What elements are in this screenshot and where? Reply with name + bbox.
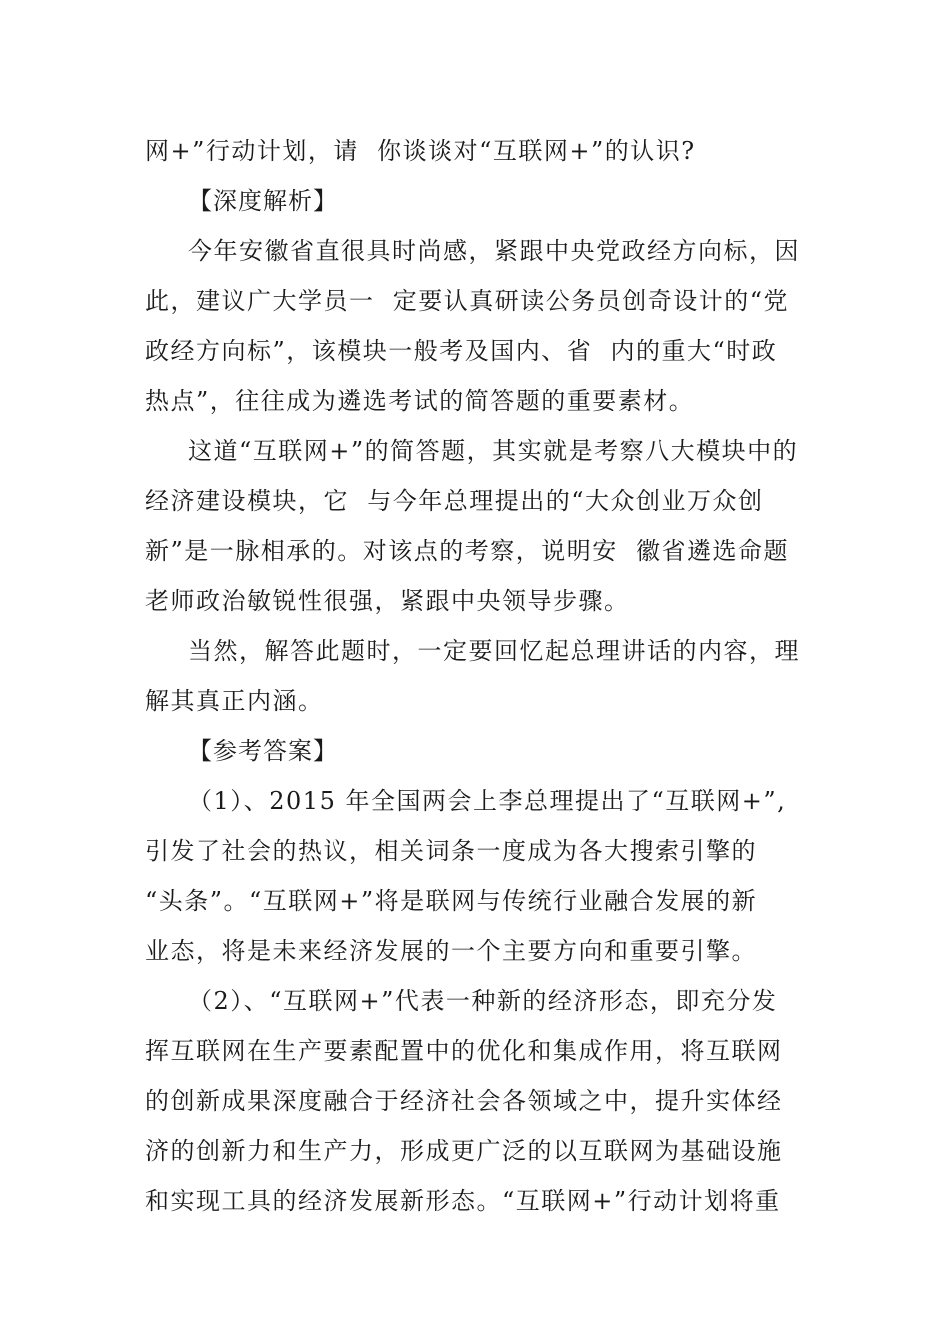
text-line: 当然，解答此题时，一定要回忆起总理讲话的内容，理 (188, 637, 800, 665)
text-line: 网+”行动计划，请 你谈谈对“互联网+”的认识? (145, 137, 696, 165)
text-line: 政经方向标”，该模块一般考及国内、省 内的重大“时政 (145, 337, 778, 365)
text-line: 这道“互联网+”的简答题，其实就是考察八大模块中的 (188, 437, 799, 465)
text-line: 的创新成果深度融合于经济社会各领域之中，提升实体经 (145, 1087, 783, 1115)
text-line: 今年安徽省直很具时尚感，紧跟中央党政经方向标，因 (188, 237, 800, 265)
text-line: “头条”。“互联网+”将是联网与传统行业融合发展的新 (145, 887, 758, 915)
text-line: 经济建设模块，它 与今年总理提出的“大众创业万众创 (145, 487, 764, 515)
text-line: 引发了社会的热议，相关词条一度成为各大搜索引擎的 (145, 837, 757, 865)
text-line: 老师政治敏锐性很强，紧跟中央领导步骤。 (145, 587, 630, 615)
text-line: 济的创新力和生产力，形成更广泛的以互联网为基础设施 (145, 1137, 783, 1165)
text-line: 挥互联网在生产要素配置中的优化和集成作用，将互联网 (145, 1037, 783, 1065)
text-line: （1）、2015 年全国两会上李总理提出了“互联网+”, (188, 787, 787, 815)
text-line: 新”是一脉相承的。对该点的考察，说明安 徽省遴选命题 (145, 537, 790, 565)
text-line: （2）、“互联网+”代表一种新的经济形态，即充分发 (188, 987, 778, 1015)
text-line: 和实现工具的经济发展新形态。“互联网+”行动计划将重 (145, 1187, 781, 1215)
text-line: 业态，将是未来经济发展的一个主要方向和重要引擎。 (145, 937, 757, 965)
text-line: 热点”，往往成为遴选考试的简答题的重要素材。 (145, 387, 695, 415)
section-heading-analysis: 【深度解析】 (188, 187, 338, 215)
text-line: 解其真正内涵。 (145, 687, 324, 715)
text-line: 此，建议广大学员一 定要认真研读公务员创奇设计的“党 (145, 287, 790, 315)
section-heading-answer: 【参考答案】 (188, 737, 338, 765)
